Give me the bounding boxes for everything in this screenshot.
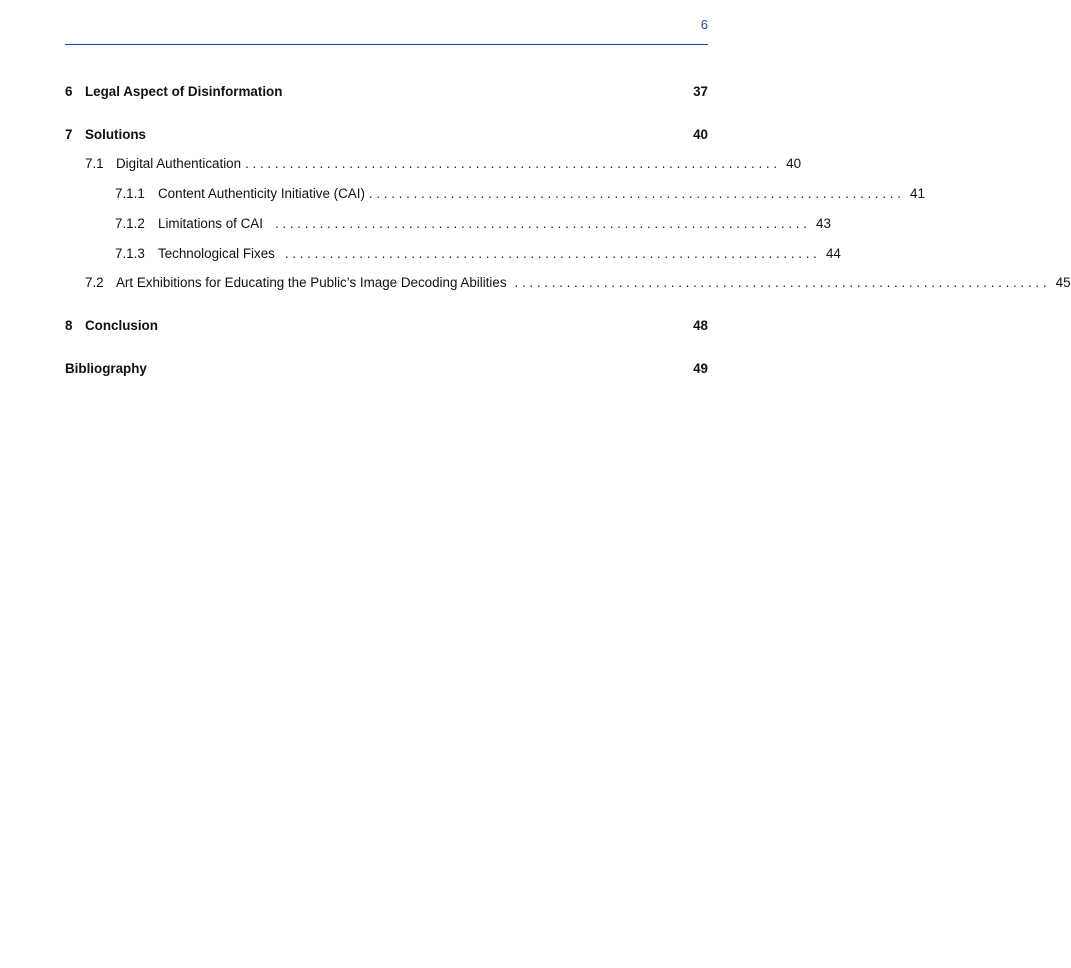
header-rule [65, 44, 708, 45]
toc-page: 40 [786, 156, 802, 171]
toc-title: Legal Aspect of Disinformation [85, 84, 283, 99]
toc-number: 6 [65, 84, 73, 99]
toc-title: Limitations of CAI [158, 216, 263, 231]
toc-entry-chapter-6[interactable] [65, 83, 708, 101]
toc-title: Digital Authentication [116, 156, 242, 171]
toc-entry-subsection-7-1-2[interactable] [65, 215, 831, 233]
toc-page: 40 [693, 127, 708, 142]
toc-number: 7.1.3 [115, 246, 145, 261]
toc-entry-section-7-2[interactable] [65, 274, 1071, 292]
toc-entry-chapter-8[interactable] [65, 317, 708, 335]
toc-page: 45 [1055, 275, 1071, 290]
toc-entry-chapter-7[interactable] [65, 126, 708, 144]
toc-number: 7.2 [85, 275, 104, 290]
dot-leader: . . . . . . . . . . . . . . . . . . . . . . . . . . . . . . . . . . . . . . . . . . . . . . . . . . . . . . . . . . . . . . . . . . . . . . . . [514, 275, 1047, 290]
toc-page: 44 [825, 246, 841, 261]
toc-title: Bibliography [65, 361, 147, 376]
dot-leader: . . . . . . . . . . . . . . . . . . . . . . . . . . . . . . . . . . . . . . . . . . . . . . . . . . . . . . . . . . . . . . . . . . . . . . . . [245, 156, 778, 171]
toc-page: 41 [910, 186, 925, 201]
toc-number: 7.1.2 [115, 216, 145, 231]
toc-number: 7.1 [85, 156, 104, 171]
toc-page: 48 [693, 318, 708, 333]
toc-title: Conclusion [85, 318, 158, 333]
toc-number: 8 [65, 318, 73, 333]
toc-title: Content Authenticity Initiative (CAI) [158, 186, 365, 201]
toc-entry-subsection-7-1-3[interactable] [65, 245, 841, 263]
toc-page: 43 [816, 216, 831, 231]
toc-number: 7 [65, 127, 73, 142]
toc-page: 49 [693, 361, 708, 376]
toc-entry-bibliography[interactable] [65, 360, 708, 378]
page-number: 6 [700, 17, 708, 32]
toc-title: Art Exhibitions for Educating the Public’s Image Decoding Abilities [116, 275, 507, 290]
toc-entry-section-7-1[interactable] [65, 155, 802, 173]
toc-entry-subsection-7-1-1[interactable] [65, 185, 925, 203]
dot-leader: . . . . . . . . . . . . . . . . . . . . . . . . . . . . . . . . . . . . . . . . . . . . . . . . . . . . . . . . . . . . . . . . . . . . . . . . [274, 216, 807, 231]
toc-title: Technological Fixes [158, 246, 275, 261]
toc-title: Solutions [85, 127, 146, 142]
toc-page: 37 [693, 84, 708, 99]
dot-leader: . . . . . . . . . . . . . . . . . . . . . . . . . . . . . . . . . . . . . . . . . . . . . . . . . . . . . . . . . . . . . . . . . . . . . . . . [368, 186, 901, 201]
dot-leader: . . . . . . . . . . . . . . . . . . . . . . . . . . . . . . . . . . . . . . . . . . . . . . . . . . . . . . . . . . . . . . . . . . . . . . . . [284, 246, 817, 261]
toc-number: 7.1.1 [115, 186, 145, 201]
